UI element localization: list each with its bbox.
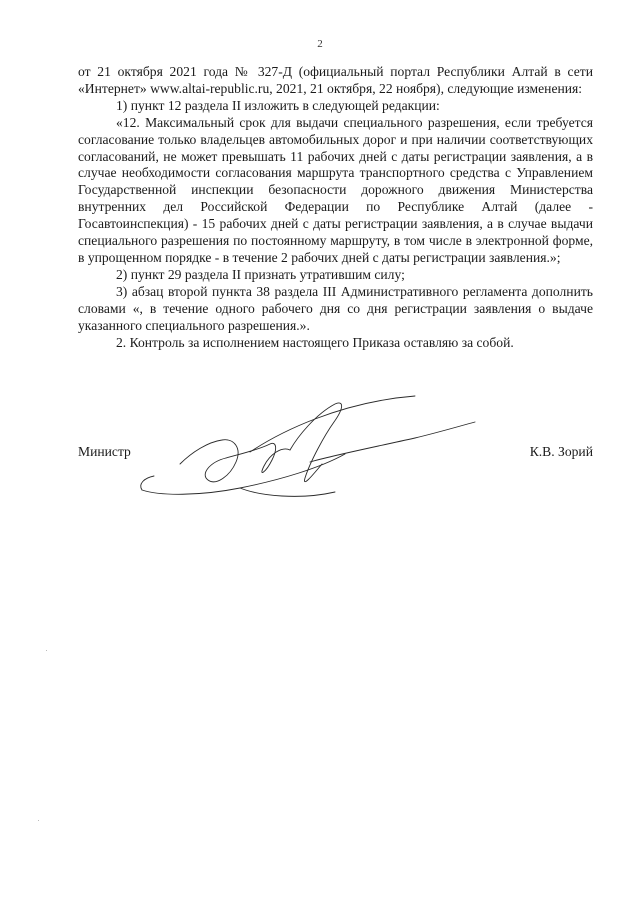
scan-artifact xyxy=(38,820,39,821)
scan-artifact xyxy=(46,650,47,651)
paragraph-intro: от 21 октября 2021 года № 327-Д (официальный портал Республики Алтай в сети «Интернет» www.altai-republic.ru, 2021, 21 октября, 22 ноября), следующие изменения: xyxy=(78,64,593,96)
paragraph-item-2: 2) пункт 29 раздела II признать утратившим силу; xyxy=(116,266,405,282)
document-body xyxy=(78,64,593,351)
signatory-title: Министр xyxy=(78,444,131,459)
paragraph-item-3: 3) абзац второй пункта 38 раздела III Административного регламента дополнить словами «, в течение одного рабочего дня со дня регистрации заявления о выдаче указанного специального разрешения.». xyxy=(78,283,593,333)
paragraph-control: 2. Контроль за исполнением настоящего Приказа оставляю за собой. xyxy=(116,334,514,350)
signature-block xyxy=(78,444,593,464)
paragraph-item-1: 1) пункт 12 раздела II изложить в следующей редакции: xyxy=(116,97,440,113)
page-number: 2 xyxy=(317,38,323,50)
signatory-name: К.В. Зорий xyxy=(529,444,593,459)
paragraph-quoted-clause-12: «12. Максимальный срок для выдачи специального разрешения, если требуется согласование только владельцев автомобильных дорог и при наличии соответствующих согласований, не может превышать 11 рабочих дней с даты регистрации заявления, а в случае необходимости согласования маршрута транспортного средства с Управлением Государственной инспекции безопасности дорожного движения Министерства внутренних дел Российской Федерации по Республике Алтай (далее - Госавтоинспекция) - 15 рабочих дней с даты регистрации заявления, а в случае выдачи специального разрешения по постоянному маршруту, в том числе в электронной форме, в упрощенном порядке - в течение 2 рабочих дней с даты регистрации заявления.»; xyxy=(78,114,593,265)
